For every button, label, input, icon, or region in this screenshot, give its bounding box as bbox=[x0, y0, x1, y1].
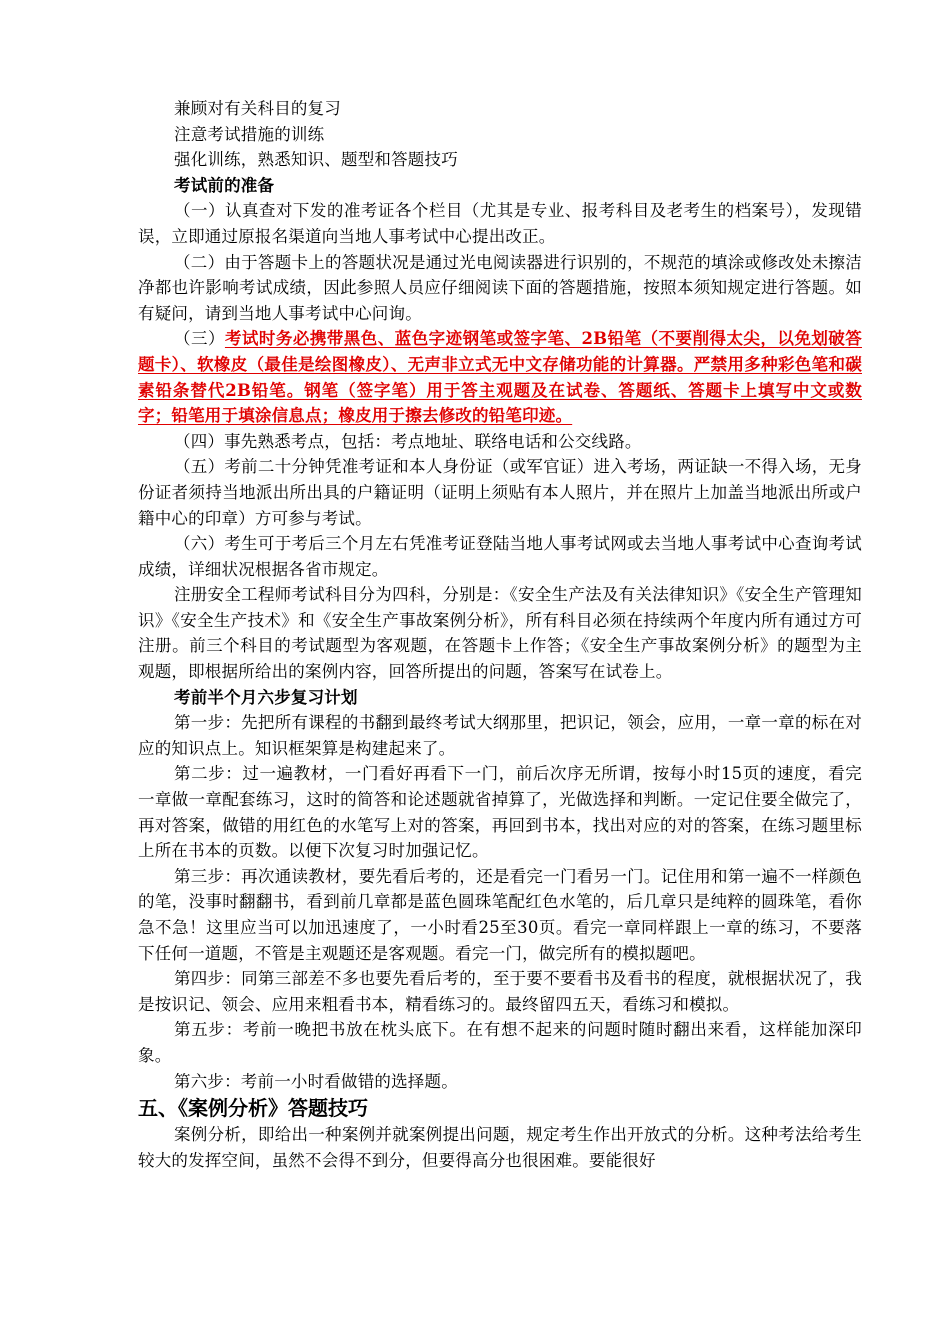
step-4: 第四步：同第三部差不多也要先看后考的，至于要不要看书及看书的程度，就根据状况了，我是按识记、领会、应用来粗看书本，精看练习的。最终留四五天，看练习和模拟。 bbox=[138, 969, 862, 1014]
step-5: 第五步：考前一晚把书放在枕头底下。在有想不起来的问题时随时翻出来看，这样能加深印象。 bbox=[138, 1020, 862, 1065]
section-heading-plan: 考前半个月六步复习计划 bbox=[174, 687, 358, 707]
step-3: 第三步：再次通读教材，要先看后考的，还是看完一门看另一门。记住用和第一遍不一样颜色的笔，没事时翻翻书，看到前几章都是蓝色圆珠笔配红色水笔的，后几章只是纯粹的圆珠笔，看你急不急！这里应当可以加迅速度了，一小时看25至30页。看完一章同样跟上一章的练习，不要落下任何一道题，不管是主观题还是客观题。看完一门，做完所有的模拟题吧。 bbox=[138, 866, 862, 963]
review-line: 注意考试措施的训练 bbox=[174, 124, 325, 144]
paragraph-1: （一）认真查对下发的准考证各个栏目（尤其是专业、报考科目及老考生的档案号），发现错误，立即通过原报名渠道向当地人事考试中心提出改正。 bbox=[138, 201, 862, 246]
paragraph-3-prefix: （三） bbox=[174, 329, 225, 349]
paragraph-3-emphasis: 考试时务必携带黑色、蓝色字迹钢笔或签字笔、2B铅笔（不要削得太尖，以免划破答题卡）、软橡皮（最佳是绘图橡皮）、无声非立式无中文存储功能的计算器。严禁用多种彩色笔和碳素铅条替代2B铅笔。钢笔（签字笔）用于答主观题及在试卷、答题纸、答题卡上填写中文或数字；铅笔用于填涂信息点；橡皮用于擦去修改的铅笔印迹。 bbox=[138, 329, 862, 426]
paragraph-6: （六）考生可于考后三个月左右凭准考证登陆当地人事考试网或去当地人事考试中心查询考试成绩，详细状况根据各省市规定。 bbox=[138, 534, 862, 579]
heading-section-5: 五、《案例分析》答题技巧 bbox=[138, 1096, 368, 1121]
paragraph-5: （五）考前二十分钟凭准考证和本人身份证（或军官证）进入考场，两证缺一不得入场，无身份证者须持当地派出所出具的户籍证明（证明上须贴有本人照片，并在照片上加盖当地派出所或户籍中心的印章）方可参与考试。 bbox=[138, 457, 862, 528]
review-line: 兼顾对有关科目的复习 bbox=[174, 99, 341, 118]
paragraph-2: （二）由于答题卡上的答题状况是通过光电阅读器进行识别的，不规范的填涂或修改处未擦洁净都也许影响考试成绩，因此参照人员应仔细阅读下面的答题措施，按照本须知规定进行答题。如有疑问，请到当地人事考试中心问询。 bbox=[138, 252, 862, 323]
step-6: 第六步：考前一小时看做错的选择题。 bbox=[174, 1071, 458, 1091]
step-2: 第二步：过一遍教材，一门看好再看下一门，前后次序无所谓，按每小时15页的速度，看完一章做一章配套练习，这时的简答和论述题就省掉算了，光做选择和判断。一定记住要全做完了，再对答案，做错的用红色的水笔写上对的答案，再回到书本，找出对应的对的答案，在练习题里标上所在书本的页数。以便下次复习时加强记忆。 bbox=[138, 764, 862, 861]
section-heading-exam-prep: 考试前的准备 bbox=[174, 175, 275, 195]
paragraph-3 bbox=[138, 326, 862, 428]
step-1: 第一步：先把所有课程的书翻到最终考试大纲那里，把识记，领会，应用，一章一章的标在对应的知识点上。知识框架算是构建起来了。 bbox=[138, 713, 862, 758]
paragraph-4: （四）事先熟悉考点，包括：考点地址、联络电话和公交线路。 bbox=[174, 431, 642, 451]
document-page bbox=[138, 96, 862, 1173]
paragraph-7: 注册安全工程师考试科目分为四科，分别是：《安全生产法及有关法律知识》《安全生产管理知识》《安全生产技术》和《安全生产事故案例分析》，所有科目必须在持续两个年度内所有通过方可注册。前三个科目的考试题型为客观题，在答题卡上作答；《安全生产事故案例分析》的题型为主观题，即根据所给出的案例内容，回答所提出的问题，答案写在试卷上。 bbox=[138, 585, 862, 682]
paragraph-last: 案例分析，即给出一种案例并就案例提出问题，规定考生作出开放式的分析。这种考法给考生较大的发挥空间，虽然不会得不到分，但要得高分也很困难。要能很好 bbox=[138, 1125, 862, 1170]
review-line: 强化训练，熟悉知识、题型和答题技巧 bbox=[174, 150, 458, 170]
